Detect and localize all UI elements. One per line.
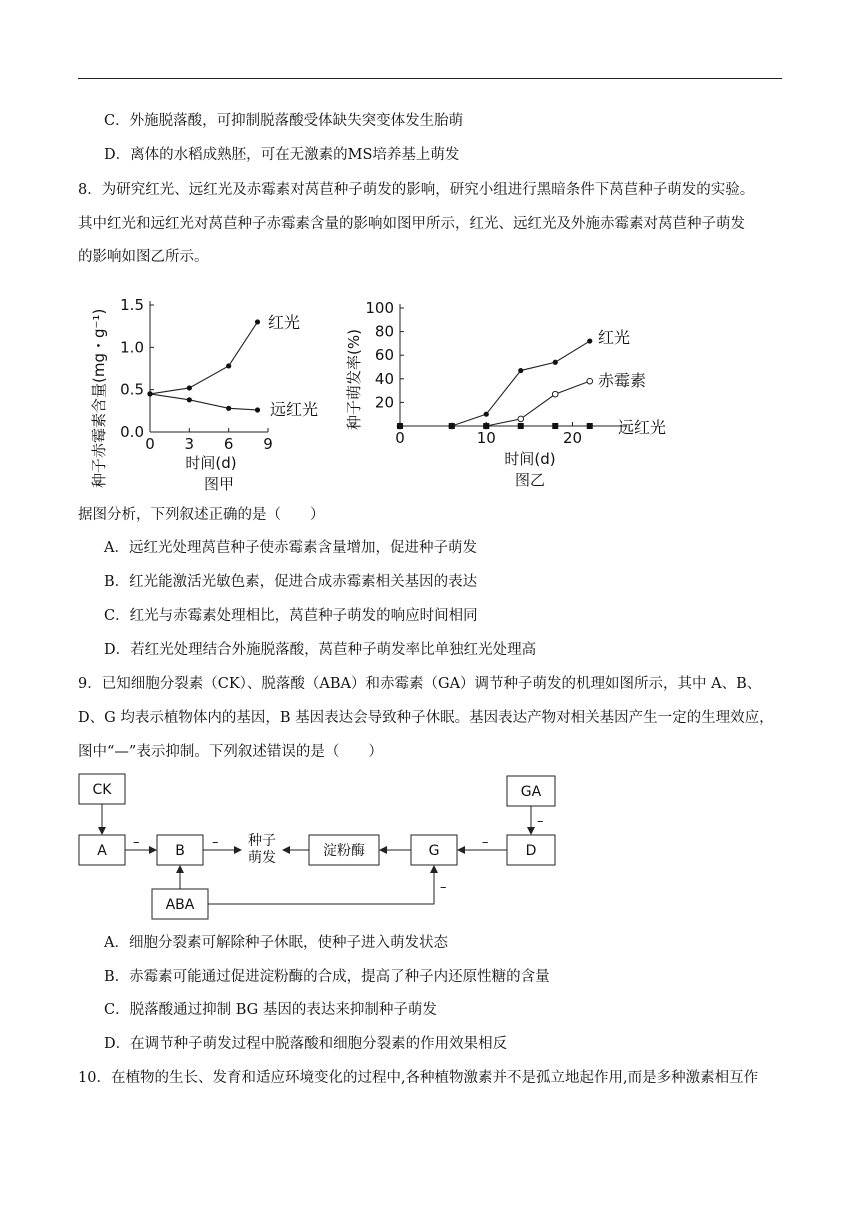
data-point bbox=[552, 391, 558, 397]
data-point bbox=[518, 416, 524, 422]
data-point bbox=[187, 397, 192, 402]
x-tick-label: 9 bbox=[263, 435, 273, 453]
q9-stem-line-1: 9．已知细胞分裂素（CK）、脱落酸（ABA）和赤霉素（GA）调节种子萌发的机理如图所示，其中 A、B、 bbox=[78, 676, 762, 692]
q9-option-b: B．赤霉素可能通过促进淀粉酶的合成，提高了种子内还原性糖的含量 bbox=[104, 969, 550, 985]
node-enzyme bbox=[309, 835, 379, 865]
x-tick-label: 6 bbox=[223, 435, 234, 453]
data-point bbox=[255, 407, 260, 412]
y-tick-label: 0.5 bbox=[120, 380, 144, 399]
chart-a-ylabel: 种子赤霉素含量(mg・g⁻¹) bbox=[90, 308, 108, 488]
node-d bbox=[507, 835, 555, 865]
x-tick-label: 0 bbox=[395, 429, 405, 447]
hormone-regulation-diagram bbox=[70, 768, 570, 924]
series-label-2: 远红光 bbox=[618, 418, 667, 437]
inhibit-b-germination: – bbox=[212, 835, 219, 850]
data-point bbox=[147, 391, 152, 396]
node-ga bbox=[507, 776, 555, 806]
q8-stem-line-3: 的影响如图乙所示。 bbox=[78, 249, 209, 265]
chart-b-xlabel: 时间(d) bbox=[504, 450, 556, 468]
node-aba bbox=[152, 889, 208, 919]
series-label-0: 红光 bbox=[268, 313, 301, 332]
svg-text:ABA: ABA bbox=[165, 897, 195, 913]
node-germination bbox=[248, 833, 276, 866]
data-point bbox=[226, 406, 231, 411]
q8-option-c: C．红光与赤霉素处理相比，莴苣种子萌发的响应时间相同 bbox=[104, 608, 478, 624]
data-point bbox=[255, 319, 260, 324]
chart-gibberellin-content bbox=[78, 278, 368, 498]
q8-option-d: D．若红光处理结合外施脱落酸，莴苣种子萌发率比单独红光处理高 bbox=[104, 642, 537, 658]
data-point bbox=[397, 423, 403, 429]
inhibit-ga-d: – bbox=[537, 814, 544, 829]
q8-option-a: A．远红光处理莴苣种子使赤霉素含量增加，促进种子萌发 bbox=[104, 540, 477, 556]
chart-a-xlabel: 时间(d) bbox=[185, 454, 237, 472]
node-g bbox=[411, 835, 457, 865]
y-tick-label: 80 bbox=[374, 322, 394, 341]
svg-text:B: B bbox=[175, 843, 185, 859]
y-tick-label: 1.0 bbox=[120, 338, 144, 357]
q7-option-d: D．离体的水稻成熟胚，可在无激素的MS培养基上萌发 bbox=[104, 147, 460, 163]
y-tick-label: 60 bbox=[374, 346, 394, 365]
data-point bbox=[484, 412, 489, 417]
q9-option-d: D．在调节种子萌发过程中脱落酸和细胞分裂素的作用效果相反 bbox=[104, 1036, 508, 1052]
node-b bbox=[157, 835, 203, 865]
svg-text:萌发: 萌发 bbox=[248, 850, 276, 866]
data-point bbox=[587, 378, 593, 384]
q8-option-b: B．红光能激活光敏色素，促进合成赤霉素相关基因的表达 bbox=[104, 574, 478, 590]
q9-stem-line-3: 图中“—”表示抑制。下列叙述错误的是（ ） bbox=[78, 744, 383, 760]
data-point bbox=[518, 423, 524, 429]
y-tick-label: 1.5 bbox=[120, 296, 144, 314]
inhibit-d-g: – bbox=[482, 835, 489, 850]
data-point bbox=[449, 423, 455, 429]
y-tick-label: 0.0 bbox=[120, 423, 144, 441]
series-line-1 bbox=[150, 394, 258, 410]
chart-a-axes bbox=[120, 296, 273, 453]
q8-stem-line-2: 其中红光和远红光对莴苣种子赤霉素含量的影响如图甲所示，红光、远红光及外施赤霉素对莴苣种子萌发 bbox=[78, 216, 745, 232]
svg-text:D: D bbox=[525, 843, 537, 859]
series-line-0 bbox=[150, 322, 258, 394]
chart-a-title: 图甲 bbox=[203, 475, 235, 493]
x-tick-label: 10 bbox=[476, 429, 496, 447]
svg-text:淀粉酶: 淀粉酶 bbox=[323, 843, 365, 859]
data-point bbox=[587, 423, 593, 429]
svg-text:CK: CK bbox=[92, 782, 112, 798]
inhibit-a-b: – bbox=[133, 835, 140, 850]
q9-option-c: C．脱落酸通过抑制 BG 基因的表达来抑制种子萌发 bbox=[104, 1002, 437, 1018]
series-label-1: 远红光 bbox=[270, 400, 319, 419]
series-label-1: 赤霉素 bbox=[598, 371, 647, 390]
data-point bbox=[483, 423, 489, 429]
y-tick-label: 20 bbox=[374, 393, 394, 412]
x-tick-label: 3 bbox=[184, 435, 195, 453]
chart-b-series bbox=[397, 328, 666, 437]
node-ck bbox=[79, 774, 125, 804]
q7-option-c: C．外施脱落酸，可抑制脱落酸受体缺失突变体发生胎萌 bbox=[104, 113, 464, 129]
y-tick-label: 100 bbox=[365, 299, 394, 317]
y-tick-label: 40 bbox=[374, 369, 394, 388]
svg-text:GA: GA bbox=[520, 784, 542, 800]
data-point bbox=[552, 423, 558, 429]
inhibit-aba-g: – bbox=[440, 880, 447, 895]
header-rule bbox=[78, 78, 782, 79]
x-tick-label: 0 bbox=[145, 435, 155, 453]
series-line-0 bbox=[400, 341, 590, 426]
data-point bbox=[587, 338, 592, 343]
series-label-0: 红光 bbox=[598, 328, 631, 347]
data-point bbox=[187, 385, 192, 390]
arrow-aba-g bbox=[208, 866, 434, 904]
chart-b-ylabel: 种子萌发率(%) bbox=[345, 329, 363, 430]
chart-a-series bbox=[147, 313, 318, 419]
data-point bbox=[518, 368, 523, 373]
q8-question: 据图分析，下列叙述正确的是（ ） bbox=[78, 507, 325, 523]
svg-text:A: A bbox=[97, 843, 107, 859]
node-a bbox=[79, 835, 125, 865]
x-tick-label: 20 bbox=[562, 429, 583, 447]
q9-option-a: A．细胞分裂素可解除种子休眠，使种子进入萌发状态 bbox=[104, 935, 448, 951]
q10-stem-line-1: 10．在植物的生长、发育和适应环境变化的过程中,各种植物激素并不是孤立地起作用,而是多种激素相互作 bbox=[78, 1070, 759, 1086]
data-point bbox=[226, 363, 231, 368]
chart-b-title: 图乙 bbox=[514, 471, 546, 489]
chart-germination-rate bbox=[340, 278, 710, 498]
data-point bbox=[553, 360, 558, 365]
q9-stem-line-2: D、G 均表示植物体内的基因，B 基因表达会导致种子休眠。基因表达产物对相关基因产生一定的生理效应， bbox=[78, 710, 774, 726]
svg-text:G: G bbox=[428, 843, 440, 859]
svg-text:种子: 种子 bbox=[248, 833, 276, 849]
q8-stem-line-1: 8．为研究红光、远红光及赤霉素对莴苣种子萌发的影响，研究小组进行黑暗条件下莴苣种子萌发的实验。 bbox=[78, 182, 755, 198]
